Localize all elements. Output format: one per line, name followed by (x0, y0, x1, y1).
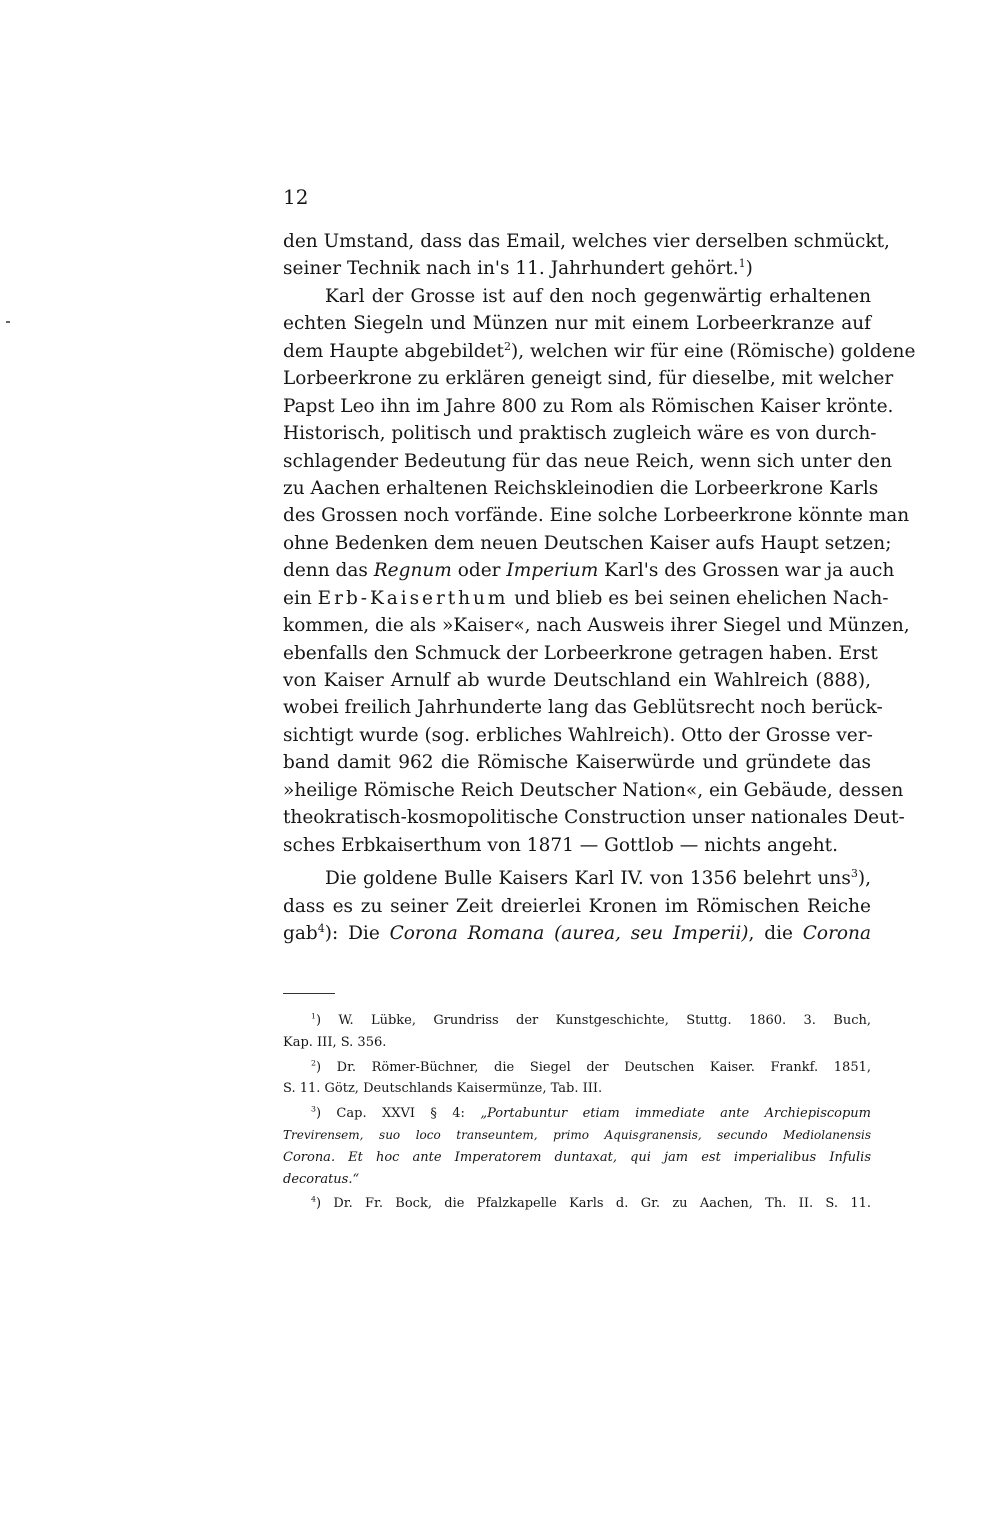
text-line: ohne Bedenken dem neuen Deutschen Kaiser aufs Haupt setzen; (283, 532, 892, 554)
text-line: denn das Regnum oder Imperium Karl's des Grossen war ja auch (283, 560, 895, 582)
text-line: band damit 962 die Römische Kaiserwürde und gründete das (283, 752, 871, 774)
text-line: zu Aachen erhaltenen Reichskleinodien die Lorbeerkrone Karls (283, 477, 879, 499)
footnote-ref: 1 (738, 257, 746, 271)
text-line: ebenfalls den Schmuck der Lorbeerkrone getragen haben. Erst (283, 642, 878, 664)
text-line: den Umstand, dass das Email, welches vier derselben schmückt, (283, 231, 890, 252)
text-line: Papst Leo ihn im Jahre 800 zu Rom als Römischen Kaiser krönte. (283, 395, 894, 417)
latin-term: Imperium (506, 560, 599, 582)
text-line: »heilige Römische Reich Deutscher Nation«, ein Gebäude, dessen (283, 779, 904, 801)
footnote-ref: 2 (503, 339, 512, 353)
text-line: gab$^4$): Die Corona Romana (aurea, seu Imperii), die Corona (283, 921, 871, 944)
text-line: dass es zu seiner Zeit dreierlei Kronen im Römischen Reiche (283, 895, 871, 917)
text-line: seiner Technik nach in's 11. Jahrhundert gehört.$^1$) (283, 257, 753, 280)
emphasis-term: Erb-Kaiserthum (317, 587, 509, 609)
footnote-1-cont: Kap. III, S. 356. (283, 1034, 387, 1050)
text-line: echten Siegeln und Münzen nur mit einem Lorbeerkranze auf (283, 313, 871, 335)
text-line: schlagender Bedeutung für das neue Reich, wenn sich unter den (283, 450, 893, 472)
footnote-2: $^2$) Dr. Römer-Büchner, die Siegel der Deutschen Kaiser. Frankf. 1851, (311, 1058, 871, 1075)
text-line: sches Erbkaiserthum von 1871 — Gottlob — nichts angeht. (283, 834, 838, 856)
footnote-mark: 2 (311, 1058, 316, 1068)
footnote-3-cont: Corona. Et hoc ante Imperatorem duntaxat, qui jam est imperialibus Infulis (283, 1149, 871, 1165)
footnote-3-cont: Trevirensem, suo loco transeuntem, primo Aquisgranensis, secundo Mediolanensis (283, 1127, 871, 1142)
latin-term: Regnum (373, 560, 452, 582)
text-line: theokratisch-kosmopolitische Construction unser nationales Deut- (283, 807, 905, 829)
footnote-mark: 4 (311, 1195, 316, 1205)
footnote-3: $^3$) Cap. XXVI § 4: „Portabuntur etiam immediate ante Archiepiscopum (311, 1104, 871, 1122)
footnote-1: $^1$) W. Lübke, Grundriss der Kunstgeschichte, Stuttg. 1860. 3. Buch, (311, 1011, 871, 1028)
footnote-ref: 3 (850, 866, 858, 880)
text-line: Die goldene Bulle Kaisers Karl IV. von 1356 belehrt uns$^3$), (325, 866, 871, 890)
footnote-3-cont: decoratus.“ (283, 1171, 360, 1187)
margin-mark (6, 321, 10, 323)
latin-term: Corona Romana (aurea, seu Imperii) (389, 922, 749, 944)
footnote-4: $^4$) Dr. Fr. Bock, die Pfalzkapelle Karls d. Gr. zu Aachen, Th. II. S. 11. (311, 1195, 871, 1212)
text-line: kommen, die als »Kaiser«, nach Ausweis ihrer Siegel und Münzen, (283, 615, 910, 637)
footnotes (283, 1010, 871, 1215)
text-line: wobei freilich Jahrhunderte lang das Geblütsrecht noch berück- (283, 697, 883, 719)
text-line: Historisch, politisch und praktisch zugleich wäre es von durch- (283, 423, 877, 445)
text-line: von Kaiser Arnulf ab wurde Deutschland ein Wahlreich (888), (283, 670, 871, 691)
text-line: ein Erb-Kaiserthum und blieb es bei seinen ehelichen Nach- (283, 587, 889, 609)
latin-term: Corona (802, 922, 871, 944)
text-line: sichtigt wurde (sog. erbliches Wahlreich). Otto der Grosse ver- (283, 724, 873, 746)
main-text (283, 228, 916, 947)
footnote-ref: 4 (317, 921, 325, 935)
text-line: Karl der Grosse ist auf den noch gegenwärtig erhaltenen (325, 285, 871, 307)
text-line: des Grossen noch vorfände. Eine solche Lorbeerkrone könnte man (283, 505, 910, 527)
text-line: dem Haupte abgebildet$^2$), welchen wir für eine (Römische) goldene (283, 339, 916, 362)
footnote-2-cont: S. 11. Götz, Deutschlands Kaisermünze, Tab. III. (283, 1081, 603, 1097)
footnote-mark: 3 (311, 1104, 316, 1114)
page-number: 12 (283, 185, 309, 209)
footnote-mark: 1 (311, 1011, 316, 1021)
text-line: Lorbeerkrone zu erklären geneigt sind, für dieselbe, mit welcher (283, 368, 894, 390)
footnote-separator (283, 993, 335, 994)
